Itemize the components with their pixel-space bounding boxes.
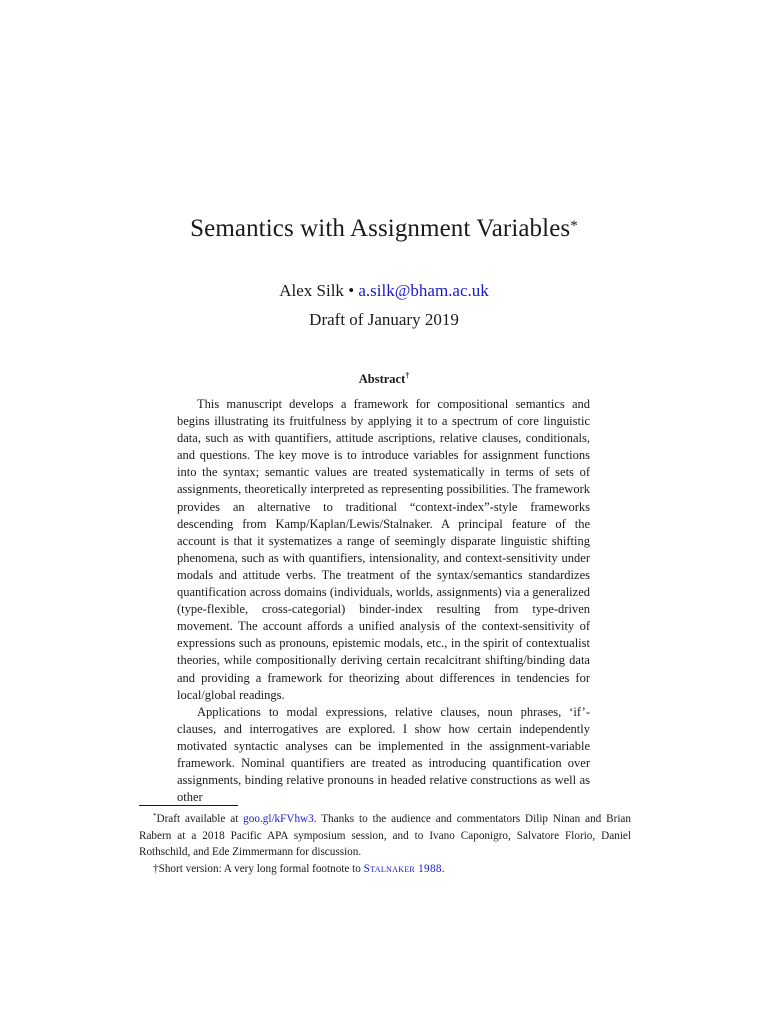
author-email-link[interactable]: a.silk@bham.ac.uk (358, 281, 489, 300)
author-line (0, 281, 768, 301)
draft-url-link[interactable]: goo.gl/kFVhw3 (243, 813, 314, 825)
footnote-short-suffix: . (441, 862, 445, 875)
abstract-paragraph-2: Applications to modal expressions, relative clauses, noun phrases, ‘if’-clauses, and interrogatives are explored. I show how certain independently motivated syntactic analyses can be implemented in the assignment-variable framework. Nominal quantifiers are treated as introducing quantification over assignments, binding relative pronouns in headed relative constructions as well as other (177, 704, 590, 805)
abstract-footnote-mark: † (405, 371, 410, 380)
footnote-short-version (139, 861, 631, 878)
footnote-short-mark: † (153, 862, 159, 875)
footnote-draft-mark: * (153, 812, 157, 820)
stalnaker-citation-link[interactable]: Stalnaker 1988 (363, 862, 442, 875)
abstract-heading-text: Abstract (358, 372, 406, 386)
footnotes (139, 808, 631, 877)
footnote-draft-text: . Thanks to the audience and commentators Dilip Ninan and Brian Rabern at a 2018 Pacific APA symposium session, and to Ivano Caponigro, Salvatore Florio, Daniel Rothschild, and Ede Zimmermann for discussion. (139, 813, 631, 859)
footnote-short-prefix: Short version: A very long formal footnote to (158, 862, 364, 875)
author-name: Alex Silk (279, 281, 344, 300)
abstract-heading (0, 371, 768, 387)
paper-title (0, 215, 768, 243)
draft-date: Draft of January 2019 (309, 310, 459, 329)
title-footnote-mark: * (570, 218, 578, 234)
author-separator: • (343, 281, 359, 300)
abstract-paragraph-1: This manuscript develops a framework for compositional semantics and begins illustrating its fruitfulness by applying it to a spectrum of core linguistic data, such as with quantifiers, attitude ascriptions, relative clauses, conditionals, and questions. The key move is to introduce variables for assignment functions into the syntax; semantic values are treated systematically in terms of sets of assignments, theoretically interpreted as representing possibilities. The framework provides an alternative to traditional “context-index”-style frameworks descending from Kamp/Kaplan/Lewis/Stalnaker. A principal feature of the account is that it systematizes a range of seemingly disparate linguistic shifting phenomena, such as with quantifiers, intensionality, and context-sensitivity under modals and attitude verbs. The treatment of the syntax/semantics standardizes quantification across domains (individuals, worlds, assignments) via a generalized (type-flexible, cross-categorial) binder-index resulting from type-driven movement. The account affords a unified analysis of the context-sensitivity of expressions such as pronouns, epistemic modals, etc., in the spirit of contextualist theories, while compositionally deriving certain recalcitrant shifting/binding data and providing a framework for theorizing about differences in tendencies for local/global readings. (177, 397, 590, 702)
paper-title-text: Semantics with Assignment Variables (190, 215, 571, 242)
abstract-body (177, 396, 590, 806)
footnote-draft (139, 808, 631, 861)
footnote-draft-prefix: Draft available at (156, 813, 244, 825)
footnote-rule (139, 805, 238, 806)
